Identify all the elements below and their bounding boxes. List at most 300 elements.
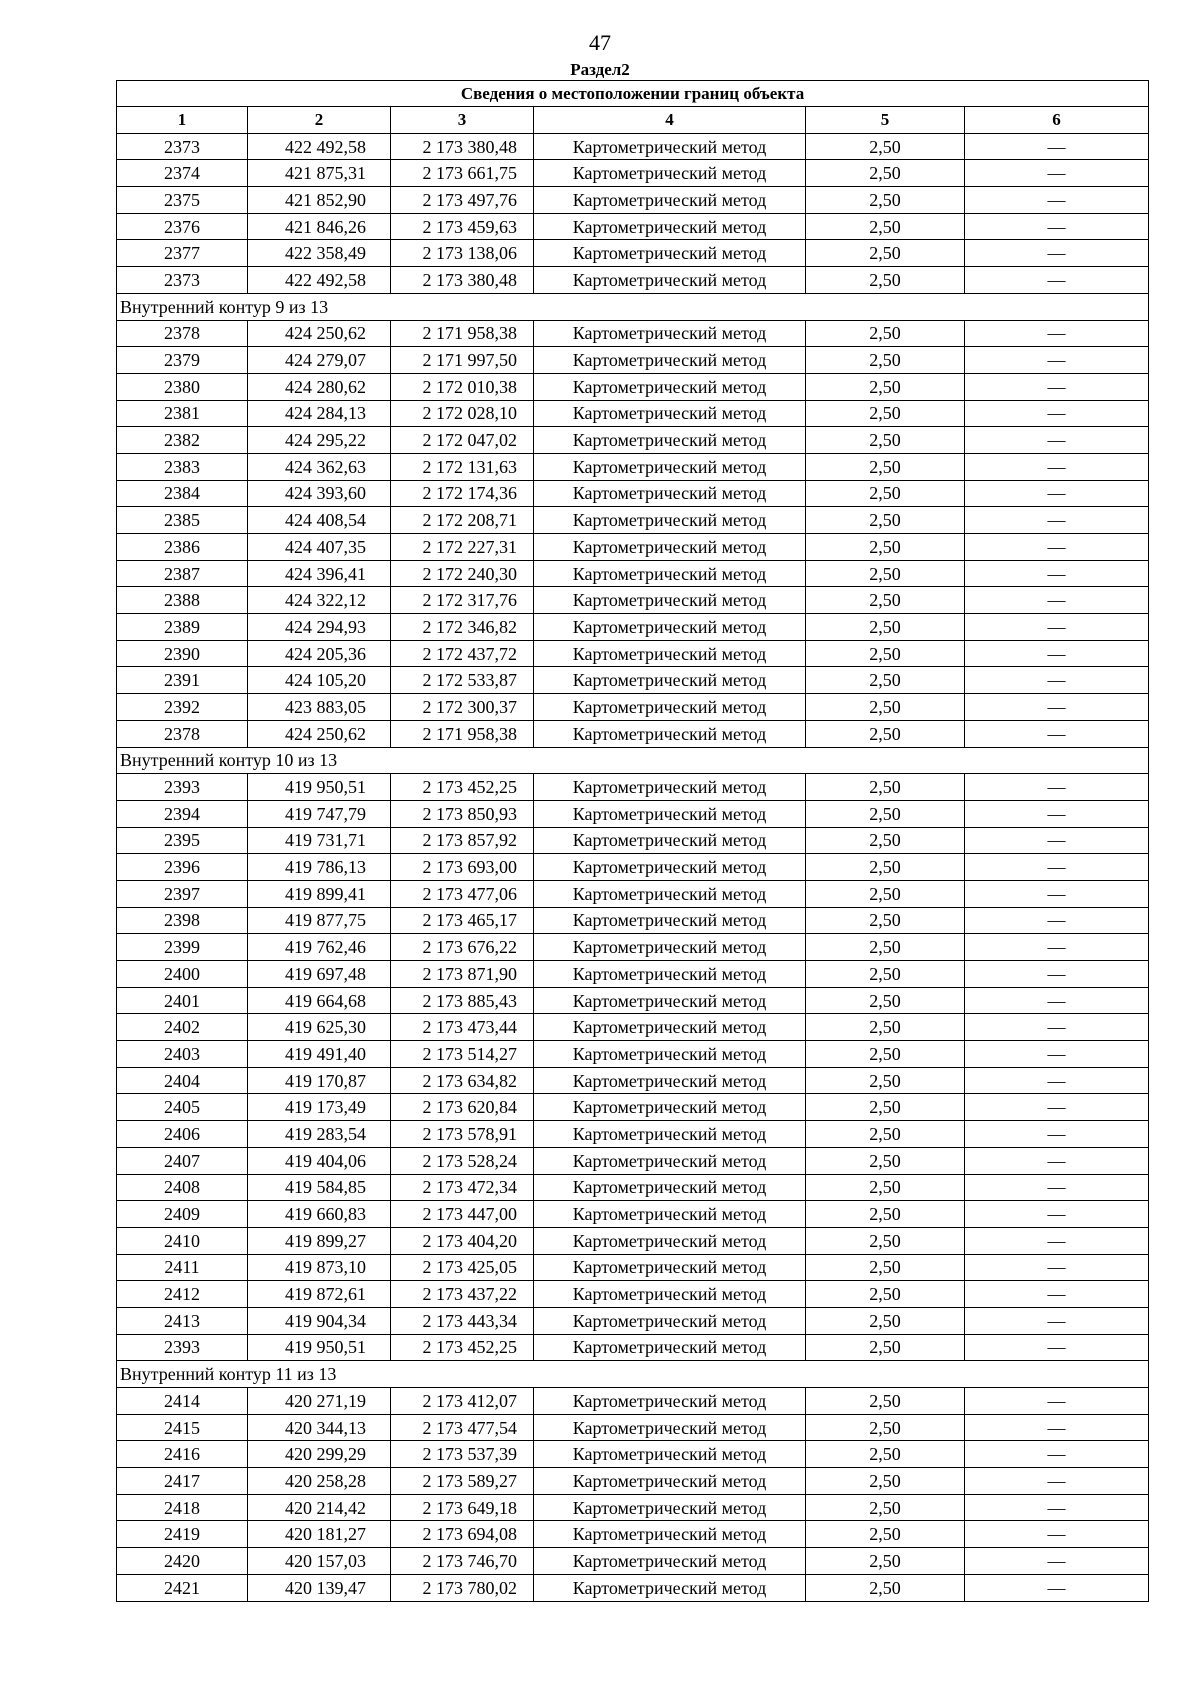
method-cell: Картометрический метод [534,1307,806,1334]
method-cell: Картометрический метод [534,1254,806,1281]
note-cell: — [965,400,1149,427]
method-cell: Картометрический метод [534,587,806,614]
method-cell: Картометрический метод [534,774,806,801]
note-cell: — [965,133,1149,160]
accuracy-cell: 2,50 [806,1201,965,1228]
method-cell: Картометрический метод [534,827,806,854]
table-row [117,1254,1149,1281]
coordinate-x-cell: 419 747,79 [248,800,391,827]
point-number-cell: 2409 [117,1201,248,1228]
accuracy-cell: 2,50 [806,1254,965,1281]
accuracy-cell: 2,50 [806,1441,965,1468]
column-header: 2 [248,107,391,134]
accuracy-cell: 2,50 [806,1014,965,1041]
coordinate-x-cell: 419 872,61 [248,1281,391,1308]
table-row [117,987,1149,1014]
note-cell: — [965,1307,1149,1334]
point-number-cell: 2382 [117,427,248,454]
method-cell: Картометрический метод [534,373,806,400]
table-row [117,907,1149,934]
accuracy-cell: 2,50 [806,480,965,507]
column-header: 4 [534,107,806,134]
coordinate-x-cell: 422 492,58 [248,133,391,160]
coordinate-x-cell: 419 899,27 [248,1227,391,1254]
point-number-cell: 2395 [117,827,248,854]
column-header: 3 [391,107,534,134]
note-cell: — [965,320,1149,347]
coordinate-x-cell: 424 396,41 [248,560,391,587]
coordinate-y-cell: 2 173 514,27 [391,1041,534,1068]
method-cell: Картометрический метод [534,160,806,187]
table-body [117,133,1149,1601]
coordinate-y-cell: 2 172 131,63 [391,453,534,480]
note-cell: — [965,1388,1149,1415]
method-cell: Картометрический метод [534,1014,806,1041]
method-cell: Картометрический метод [534,453,806,480]
coordinate-y-cell: 2 172 240,30 [391,560,534,587]
accuracy-cell: 2,50 [806,774,965,801]
table-caption-row [117,81,1149,107]
point-number-cell: 2376 [117,213,248,240]
point-number-cell: 2419 [117,1521,248,1548]
method-cell: Картометрический метод [534,1441,806,1468]
table-row [117,453,1149,480]
accuracy-cell: 2,50 [806,1521,965,1548]
coordinate-x-cell: 420 214,42 [248,1494,391,1521]
note-cell: — [965,1041,1149,1068]
accuracy-cell: 2,50 [806,587,965,614]
note-cell: — [965,1094,1149,1121]
table-row [117,320,1149,347]
point-number-cell: 2379 [117,347,248,374]
point-number-cell: 2396 [117,854,248,881]
coordinate-y-cell: 2 173 452,25 [391,1334,534,1361]
point-number-cell: 2393 [117,1334,248,1361]
accuracy-cell: 2,50 [806,320,965,347]
note-cell: — [965,907,1149,934]
point-number-cell: 2387 [117,560,248,587]
coordinate-y-cell: 2 173 497,76 [391,187,534,214]
contour-group-row [117,293,1149,320]
contour-label: Внутренний контур 9 из 13 [117,293,1149,320]
method-cell: Картометрический метод [534,1041,806,1068]
accuracy-cell: 2,50 [806,534,965,561]
accuracy-cell: 2,50 [806,987,965,1014]
coordinate-x-cell: 420 157,03 [248,1548,391,1575]
coordinate-y-cell: 2 173 694,08 [391,1521,534,1548]
method-cell: Картометрический метод [534,427,806,454]
coordinate-x-cell: 421 875,31 [248,160,391,187]
method-cell: Картометрический метод [534,880,806,907]
coordinate-y-cell: 2 173 746,70 [391,1548,534,1575]
table-row [117,534,1149,561]
table-row [117,667,1149,694]
note-cell: — [965,480,1149,507]
accuracy-cell: 2,50 [806,907,965,934]
note-cell: — [965,213,1149,240]
point-number-cell: 2389 [117,614,248,641]
note-cell: — [965,720,1149,747]
method-cell: Картометрический метод [534,640,806,667]
table-row [117,854,1149,881]
coordinate-y-cell: 2 173 693,00 [391,854,534,881]
method-cell: Картометрический метод [534,720,806,747]
point-number-cell: 2405 [117,1094,248,1121]
point-number-cell: 2381 [117,400,248,427]
note-cell: — [965,1281,1149,1308]
coordinate-y-cell: 2 172 010,38 [391,373,534,400]
accuracy-cell: 2,50 [806,1227,965,1254]
coordinate-y-cell: 2 173 537,39 [391,1441,534,1468]
coordinate-y-cell: 2 171 958,38 [391,720,534,747]
coordinate-x-cell: 420 271,19 [248,1388,391,1415]
accuracy-cell: 2,50 [806,1388,965,1415]
table-row [117,373,1149,400]
coordinate-x-cell: 423 883,05 [248,694,391,721]
table-row [117,1281,1149,1308]
coordinate-x-cell: 419 950,51 [248,1334,391,1361]
coordinate-y-cell: 2 173 443,34 [391,1307,534,1334]
method-cell: Картометрический метод [534,240,806,267]
table-row [117,1494,1149,1521]
accuracy-cell: 2,50 [806,1494,965,1521]
column-header: 6 [965,107,1149,134]
coordinate-y-cell: 2 173 477,54 [391,1414,534,1441]
coordinate-y-cell: 2 172 227,31 [391,534,534,561]
method-cell: Картометрический метод [534,1067,806,1094]
point-number-cell: 2373 [117,133,248,160]
method-cell: Картометрический метод [534,907,806,934]
table-row [117,1388,1149,1415]
accuracy-cell: 2,50 [806,160,965,187]
note-cell: — [965,1574,1149,1601]
coordinate-y-cell: 2 173 850,93 [391,800,534,827]
accuracy-cell: 2,50 [806,800,965,827]
note-cell: — [965,614,1149,641]
coordinate-x-cell: 419 404,06 [248,1147,391,1174]
coordinate-x-cell: 424 362,63 [248,453,391,480]
note-cell: — [965,560,1149,587]
table-row [117,560,1149,587]
method-cell: Картометрический метод [534,213,806,240]
point-number-cell: 2377 [117,240,248,267]
note-cell: — [965,827,1149,854]
coordinate-y-cell: 2 173 857,92 [391,827,534,854]
method-cell: Картометрический метод [534,1334,806,1361]
coordinate-x-cell: 421 846,26 [248,213,391,240]
coordinate-y-cell: 2 173 452,25 [391,774,534,801]
method-cell: Картометрический метод [534,507,806,534]
coordinate-y-cell: 2 173 437,22 [391,1281,534,1308]
note-cell: — [965,694,1149,721]
point-number-cell: 2394 [117,800,248,827]
method-cell: Картометрический метод [534,560,806,587]
coordinate-x-cell: 424 284,13 [248,400,391,427]
point-number-cell: 2407 [117,1147,248,1174]
point-number-cell: 2410 [117,1227,248,1254]
coordinate-x-cell: 420 299,29 [248,1441,391,1468]
coordinate-x-cell: 424 250,62 [248,320,391,347]
accuracy-cell: 2,50 [806,720,965,747]
table-row [117,1227,1149,1254]
table-row [117,827,1149,854]
coordinate-x-cell: 421 852,90 [248,187,391,214]
point-number-cell: 2374 [117,160,248,187]
table-row [117,1307,1149,1334]
coordinate-x-cell: 419 697,48 [248,961,391,988]
point-number-cell: 2385 [117,507,248,534]
point-number-cell: 2373 [117,267,248,294]
coordinate-x-cell: 419 660,83 [248,1201,391,1228]
table-row [117,1574,1149,1601]
method-cell: Картометрический метод [534,1281,806,1308]
coordinate-x-cell: 420 181,27 [248,1521,391,1548]
coordinate-x-cell: 424 250,62 [248,720,391,747]
table-row [117,1414,1149,1441]
accuracy-cell: 2,50 [806,1414,965,1441]
accuracy-cell: 2,50 [806,187,965,214]
accuracy-cell: 2,50 [806,1574,965,1601]
coordinate-x-cell: 419 950,51 [248,774,391,801]
point-number-cell: 2393 [117,774,248,801]
accuracy-cell: 2,50 [806,1147,965,1174]
accuracy-cell: 2,50 [806,1307,965,1334]
coordinate-x-cell: 424 280,62 [248,373,391,400]
point-number-cell: 2415 [117,1414,248,1441]
coordinate-y-cell: 2 173 578,91 [391,1121,534,1148]
method-cell: Картометрический метод [534,1201,806,1228]
accuracy-cell: 2,50 [806,133,965,160]
table-row [117,800,1149,827]
coordinate-y-cell: 2 172 047,02 [391,427,534,454]
coordinate-x-cell: 419 877,75 [248,907,391,934]
coordinate-x-cell: 424 295,22 [248,427,391,454]
point-number-cell: 2378 [117,720,248,747]
method-cell: Картометрический метод [534,534,806,561]
accuracy-cell: 2,50 [806,213,965,240]
coordinate-y-cell: 2 173 447,00 [391,1201,534,1228]
table-header [117,81,1149,134]
table-row [117,347,1149,374]
method-cell: Картометрический метод [534,1468,806,1495]
note-cell: — [965,1441,1149,1468]
method-cell: Картометрический метод [534,347,806,374]
note-cell: — [965,934,1149,961]
table-row [117,1548,1149,1575]
table-row [117,880,1149,907]
column-header: 5 [806,107,965,134]
coordinate-y-cell: 2 173 465,17 [391,907,534,934]
coordinate-y-cell: 2 173 477,06 [391,880,534,907]
coordinate-x-cell: 420 258,28 [248,1468,391,1495]
coordinate-x-cell: 419 762,46 [248,934,391,961]
accuracy-cell: 2,50 [806,560,965,587]
table-row [117,1468,1149,1495]
coordinate-x-cell: 419 873,10 [248,1254,391,1281]
coordinate-y-cell: 2 173 138,06 [391,240,534,267]
note-cell: — [965,667,1149,694]
point-number-cell: 2408 [117,1174,248,1201]
table-caption: Сведения о местоположении границ объекта [117,81,1149,107]
method-cell: Картометрический метод [534,187,806,214]
coordinate-x-cell: 419 904,34 [248,1307,391,1334]
table-row [117,213,1149,240]
method-cell: Картометрический метод [534,800,806,827]
point-number-cell: 2412 [117,1281,248,1308]
coordinate-x-cell: 424 393,60 [248,480,391,507]
accuracy-cell: 2,50 [806,267,965,294]
method-cell: Картометрический метод [534,614,806,641]
coordinate-x-cell: 419 173,49 [248,1094,391,1121]
table-row [117,720,1149,747]
contour-label: Внутренний контур 10 из 13 [117,747,1149,774]
coordinate-y-cell: 2 171 997,50 [391,347,534,374]
coordinate-y-cell: 2 173 473,44 [391,1014,534,1041]
note-cell: — [965,1227,1149,1254]
accuracy-cell: 2,50 [806,880,965,907]
method-cell: Картометрический метод [534,1574,806,1601]
coordinate-x-cell: 424 294,93 [248,614,391,641]
note-cell: — [965,427,1149,454]
point-number-cell: 2418 [117,1494,248,1521]
coordinate-y-cell: 2 172 346,82 [391,614,534,641]
table-row [117,1147,1149,1174]
coordinate-x-cell: 419 283,54 [248,1121,391,1148]
accuracy-cell: 2,50 [806,507,965,534]
section-title: Раздел2 [570,60,630,79]
coordinate-y-cell: 2 173 412,07 [391,1388,534,1415]
note-cell: — [965,880,1149,907]
accuracy-cell: 2,50 [806,961,965,988]
coordinate-y-cell: 2 172 437,72 [391,640,534,667]
point-number-cell: 2403 [117,1041,248,1068]
point-number-cell: 2400 [117,961,248,988]
table-row [117,1441,1149,1468]
method-cell: Картометрический метод [534,1414,806,1441]
note-cell: — [965,1014,1149,1041]
coordinate-y-cell: 2 172 028,10 [391,400,534,427]
table-row [117,1041,1149,1068]
method-cell: Картометрический метод [534,1548,806,1575]
coordinate-x-cell: 424 407,35 [248,534,391,561]
coordinate-x-cell: 419 899,41 [248,880,391,907]
note-cell: — [965,1414,1149,1441]
method-cell: Картометрический метод [534,320,806,347]
note-cell: — [965,267,1149,294]
note-cell: — [965,1254,1149,1281]
coordinate-x-cell: 419 786,13 [248,854,391,881]
point-number-cell: 2392 [117,694,248,721]
note-cell: — [965,587,1149,614]
accuracy-cell: 2,50 [806,1174,965,1201]
table-row [117,614,1149,641]
method-cell: Картометрический метод [534,400,806,427]
note-cell: — [965,160,1149,187]
coordinate-x-cell: 424 322,12 [248,587,391,614]
coordinate-y-cell: 2 173 380,48 [391,133,534,160]
method-cell: Картометрический метод [534,667,806,694]
point-number-cell: 2388 [117,587,248,614]
contour-label: Внутренний контур 11 из 13 [117,1361,1149,1388]
coordinate-y-cell: 2 173 885,43 [391,987,534,1014]
method-cell: Картометрический метод [534,1521,806,1548]
point-number-cell: 2383 [117,453,248,480]
point-number-cell: 2420 [117,1548,248,1575]
point-number-cell: 2397 [117,880,248,907]
coordinate-y-cell: 2 172 533,87 [391,667,534,694]
accuracy-cell: 2,50 [806,1041,965,1068]
note-cell: — [965,854,1149,881]
method-cell: Картометрический метод [534,1174,806,1201]
method-cell: Картометрический метод [534,1121,806,1148]
point-number-cell: 2380 [117,373,248,400]
coordinate-x-cell: 422 492,58 [248,267,391,294]
accuracy-cell: 2,50 [806,1334,965,1361]
note-cell: — [965,1521,1149,1548]
coordinate-x-cell: 419 584,85 [248,1174,391,1201]
table-row [117,1174,1149,1201]
table-row [117,934,1149,961]
note-cell: — [965,534,1149,561]
point-number-cell: 2384 [117,480,248,507]
point-number-cell: 2398 [117,907,248,934]
note-cell: — [965,774,1149,801]
coordinate-y-cell: 2 172 208,71 [391,507,534,534]
method-cell: Картометрический метод [534,694,806,721]
note-cell: — [965,507,1149,534]
table-row [117,640,1149,667]
coordinate-y-cell: 2 172 317,76 [391,587,534,614]
method-cell: Картометрический метод [534,1494,806,1521]
note-cell: — [965,373,1149,400]
point-number-cell: 2421 [117,1574,248,1601]
table-row [117,427,1149,454]
note-cell: — [965,240,1149,267]
accuracy-cell: 2,50 [806,1548,965,1575]
note-cell: — [965,1468,1149,1495]
method-cell: Картометрический метод [534,1388,806,1415]
accuracy-cell: 2,50 [806,373,965,400]
point-number-cell: 2390 [117,640,248,667]
method-cell: Картометрический метод [534,1094,806,1121]
accuracy-cell: 2,50 [806,453,965,480]
coordinate-y-cell: 2 173 472,34 [391,1174,534,1201]
method-cell: Картометрический метод [534,854,806,881]
column-header-row [117,107,1149,134]
accuracy-cell: 2,50 [806,827,965,854]
note-cell: — [965,1067,1149,1094]
method-cell: Картометрический метод [534,934,806,961]
coordinate-y-cell: 2 173 661,75 [391,160,534,187]
method-cell: Картометрический метод [534,961,806,988]
note-cell: — [965,1334,1149,1361]
coordinate-x-cell: 420 344,13 [248,1414,391,1441]
method-cell: Картометрический метод [534,480,806,507]
note-cell: — [965,1201,1149,1228]
coordinate-x-cell: 419 491,40 [248,1041,391,1068]
method-cell: Картометрический метод [534,1147,806,1174]
coordinate-y-cell: 2 173 780,02 [391,1574,534,1601]
coordinate-x-cell: 419 170,87 [248,1067,391,1094]
point-number-cell: 2414 [117,1388,248,1415]
method-cell: Картометрический метод [534,1227,806,1254]
table-row [117,400,1149,427]
method-cell: Картометрический метод [534,267,806,294]
coordinate-y-cell: 2 173 649,18 [391,1494,534,1521]
note-cell: — [965,640,1149,667]
contour-group-row [117,1361,1149,1388]
accuracy-cell: 2,50 [806,1094,965,1121]
